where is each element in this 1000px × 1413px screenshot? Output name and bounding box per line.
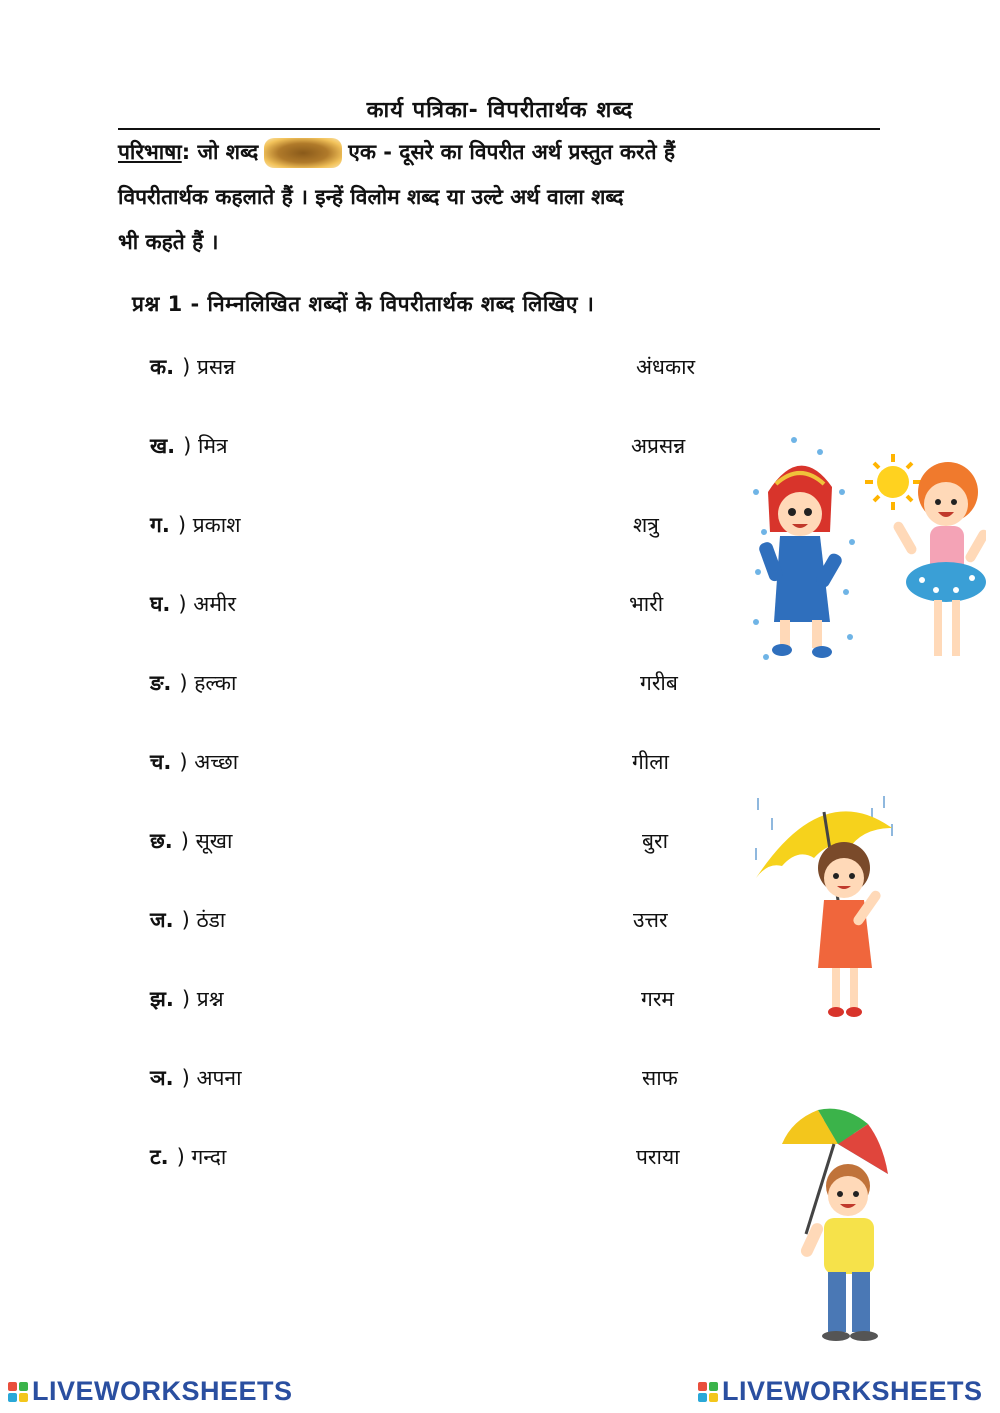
item-marker: च. [150, 750, 172, 774]
item-answer[interactable]: शत्रु [633, 513, 659, 537]
title-underline [118, 128, 880, 130]
item-word: प्रसन्न [197, 355, 236, 379]
item-answer[interactable]: उत्तर [633, 908, 668, 932]
item-answer[interactable]: साफ [642, 1066, 678, 1090]
list-item [150, 353, 235, 381]
item-word: ठंडा [196, 908, 226, 932]
definition-label: परिभाषा [118, 140, 182, 164]
item-word: प्रकाश [192, 513, 241, 537]
item-word: प्रश्न [196, 987, 224, 1011]
item-answer[interactable]: भारी [629, 592, 664, 616]
liveworksheets-logo-icon [8, 1382, 28, 1402]
item-word: अच्छा [194, 750, 239, 774]
item-marker: झ. [150, 987, 174, 1011]
question-heading: प्रश्न 1 - निम्नलिखित शब्दों के विपरीतार्थक शब्द लिखिए । [132, 292, 595, 316]
item-word: अमीर [193, 592, 236, 616]
list-item [150, 1143, 226, 1171]
sun-icon [865, 454, 921, 510]
list-item [150, 432, 228, 460]
item-paren: ) [179, 750, 188, 774]
brand-text: LIVEWORKSHEETS [722, 1376, 983, 1406]
item-marker: ङ. [150, 671, 172, 695]
item-paren: ) [177, 513, 187, 537]
footer-brand-right[interactable] [698, 1376, 983, 1407]
definition-line-2: विपरीतार्थक कहलाते हैं । इन्हें विलोम शब्द या उल्टे अर्थ वाला शब्द [118, 185, 624, 209]
item-marker: ञ. [150, 1066, 174, 1090]
item-answer[interactable]: अंधकार [636, 355, 696, 379]
item-answer[interactable]: पराया [636, 1145, 680, 1169]
definition-text-b: एक - दूसरे का विपरीत अर्थ प्रस्तुत करते हैं [348, 140, 676, 164]
item-paren: ) [182, 355, 191, 379]
item-paren: ) [176, 1145, 185, 1169]
item-marker: ग. [150, 513, 170, 537]
girl-umbrella-illustration [752, 788, 900, 1024]
brand-text: LIVEWORKSHEETS [32, 1376, 293, 1406]
item-marker: ख. [150, 434, 176, 458]
liveworksheets-logo-icon [698, 1382, 718, 1402]
item-word: हल्का [194, 671, 237, 695]
boy-umbrella-illustration [778, 1104, 896, 1344]
definition-line-1 [118, 138, 675, 168]
list-item [150, 1064, 242, 1092]
list-item [150, 985, 224, 1013]
item-word: सूखा [195, 829, 233, 853]
item-marker: ज. [150, 908, 174, 932]
item-answer[interactable]: बुरा [642, 829, 669, 853]
item-paren: ) [181, 908, 190, 932]
item-word: मित्र [198, 434, 228, 458]
item-word: अपना [196, 1066, 242, 1090]
item-marker: छ. [150, 829, 173, 853]
footer-brand-left[interactable] [8, 1376, 293, 1407]
item-paren: ) [181, 987, 191, 1011]
item-marker: क. [150, 355, 175, 379]
item-paren: ) [183, 434, 192, 458]
kids-rain-sun-illustration [750, 432, 986, 672]
item-paren: ) [180, 829, 189, 853]
item-answer[interactable]: गरीब [640, 671, 678, 695]
list-item [150, 906, 225, 934]
item-answer[interactable]: गरम [641, 987, 674, 1011]
list-item [150, 748, 238, 776]
item-paren: ) [178, 592, 187, 616]
item-word: गन्दा [191, 1145, 227, 1169]
definition-text-a: : जो शब्द [181, 140, 259, 164]
worksheet-title: कार्य पत्रिका- विपरीतार्थक शब्द [366, 98, 634, 123]
item-answer[interactable]: गीला [632, 750, 669, 774]
list-item [150, 590, 236, 618]
item-paren: ) [179, 671, 188, 695]
kid-in-raincoat [758, 466, 844, 658]
list-item [150, 669, 236, 697]
item-answer[interactable]: अप्रसन्न [631, 434, 686, 458]
item-marker: ट. [150, 1145, 169, 1169]
list-item [150, 511, 241, 539]
definition-line-3: भी कहते हैं । [118, 230, 219, 254]
item-marker: घ. [150, 592, 171, 616]
list-item [150, 827, 232, 855]
item-paren: ) [181, 1066, 190, 1090]
highlight-mark [264, 138, 342, 168]
